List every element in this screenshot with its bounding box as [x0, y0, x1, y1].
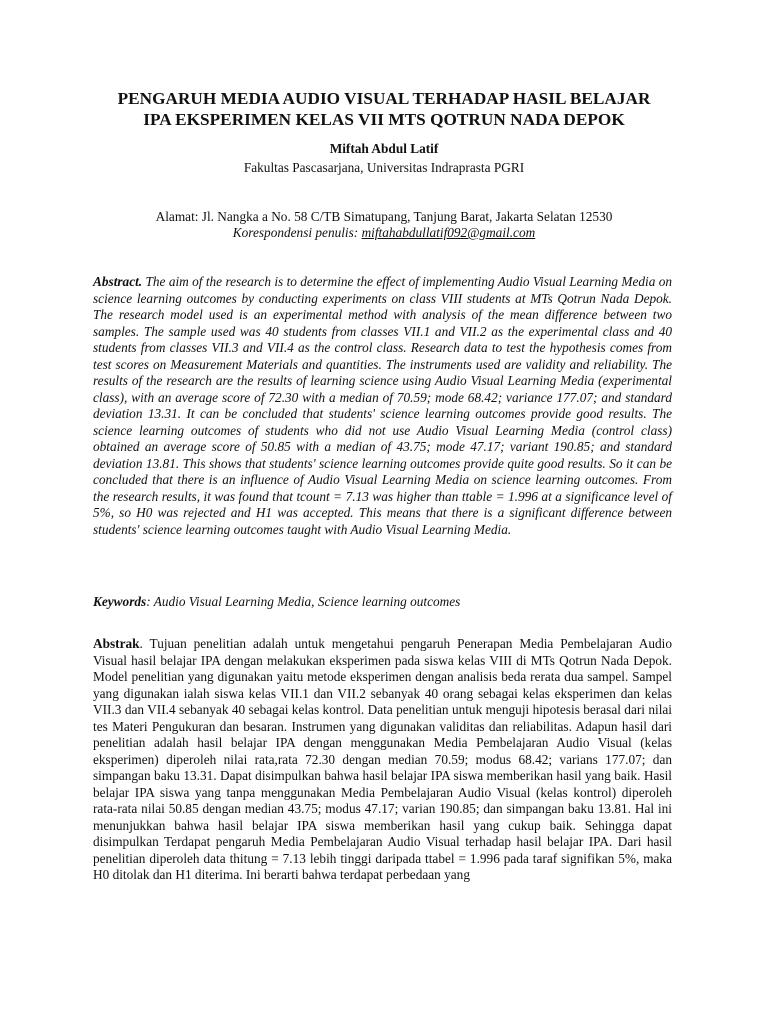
email-link[interactable]: miftahabdullatif092@gmail.com: [361, 225, 536, 240]
abstract-text: The aim of the research is to determine the effect of implementing Audio Visual Learning Media on science learning outcomes by conducting experiments on class VIII students at MTs Qotrun Nada Depok. The research model used is an experimental method with analysis of the mean difference between two samples. The sample used was 40 students from classes VII.1 and VII.2 as the experimental class and 40 students from classes VII.3 and VII.4 as the control class. Research data to test the hypothesis comes from test scores on Measurement Materials and quantities. The instruments used are validity and reliability. The results of the research are the results of learning science using Audio Visual Learning Media (experimental class), with an average score of 72.30 with a median of 70.59; mode 68.42; variance 177.07; and standard deviation 13.31. It can be concluded that students' science learning outcomes provide good results. The science learning outcomes of students who did not use Audio Visual Learning Media (control class) obtained an average score of 50.85 with a median of 43.75; mode 47.17; variant 190.85; and standard deviation 13.81. This shows that students' science learning outcomes provide quite good results. So it can be concluded that there is an influence of Audio Visual Learning Media on science learning outcomes. From the research results, it was found that tcount = 7.13 was higher than ttable = 1.996 at a significance level of 5%, so H0 was rejected and H1 was accepted. This means that there is a significant difference between students' science learning outcomes taught with Audio Visual Learning Media.: [93, 274, 673, 537]
keywords-label: Keywords: [93, 594, 147, 609]
title-line-1: PENGARUH MEDIA AUDIO VISUAL TERHADAP HASIL BELAJAR: [117, 89, 651, 108]
title-line-2: IPA EKSPERIMEN KELAS VII MTS QOTRUN NADA DEPOK: [143, 110, 625, 129]
correspondence-label: Korespondensi penulis:: [232, 225, 359, 240]
author-address: Alamat: Jl. Nangka a No. 58 C/TB Simatupang, Tanjung Barat, Jakarta Selatan 12530: [155, 209, 613, 224]
author-affiliation: Fakultas Pascasarjana, Universitas Indraprasta PGRI: [243, 160, 525, 175]
keywords-text: : Audio Visual Learning Media, Science learning outcomes: [146, 594, 461, 609]
abstrak-indonesian: [93, 636, 672, 884]
paper-title: [60, 88, 708, 130]
abstrak-text: . Tujuan penelitian adalah untuk mengetahui pengaruh Penerapan Media Pembelajaran Audio Visual hasil belajar IPA dengan melakukan eksperimen pada siswa kelas VIII di MTs Qotrun Nada Depok. Model penelitian yang digunakan yaitu metode eksperimen dengan analisis beda rerata dua sampel. Sampel yang digunakan ialah siswa kelas VII.1 dan VII.2 sebanyak 40 orang sebagai kelas eksperimen dan kelas VII.3 dan VII.4 sebanyak 40 sebagai kelas kontrol. Data penelitian untuk menguji hipotesis berasal dari nilai tes Materi Pengukuran dan besaran. Instrumen yang digunakan validitas dan reliabilitas. Adapun hasil dari penelitian adalah hasil belajar IPA dengan menggunakan Media Pembelajaran Audio Visual (kelas eksperimen) diperoleh nilai rata,rata 72.30 dengan median 70.59; modus 68.42; varians 177.07; dan simpangan baku 13.31. Dapat disimpulkan bahwa hasil belajar IPA siswa memberikan hasil yang baik. Hasil belajar IPA siswa yang tanpa menggunakan Media Pembelajaran Audio Visual (kelas kontrol) diperoleh rata-rata nilai 50.85 dengan median 43.75; modus 47.17; varian 190.85; dan simpangan baku 13.81. Hal ini menunjukkan bahwa hasil belajar IPA siswa memberikan hasil yang cukup baik. Sehingga dapat disimpulkan Terdapat pengaruh Media Pembelajaran Audio Visual terhadap hasil belajar IPA. Dari hasil penelitian diperoleh data thitung = 7.13 lebih tinggi daripada ttabel = 1.996 pada taraf signifikan 5%, maka H0 ditolak dan H1 diterima. Ini berarti bahwa terdapat perbedaan yang: [93, 636, 672, 882]
abstract-label: Abstract.: [93, 274, 143, 289]
abstract-english: [93, 274, 672, 538]
keywords: [93, 594, 672, 611]
correspondence-line: [60, 225, 708, 241]
author-name: Miftah Abdul Latif: [329, 141, 439, 156]
abstrak-label: Abstrak: [93, 636, 140, 651]
